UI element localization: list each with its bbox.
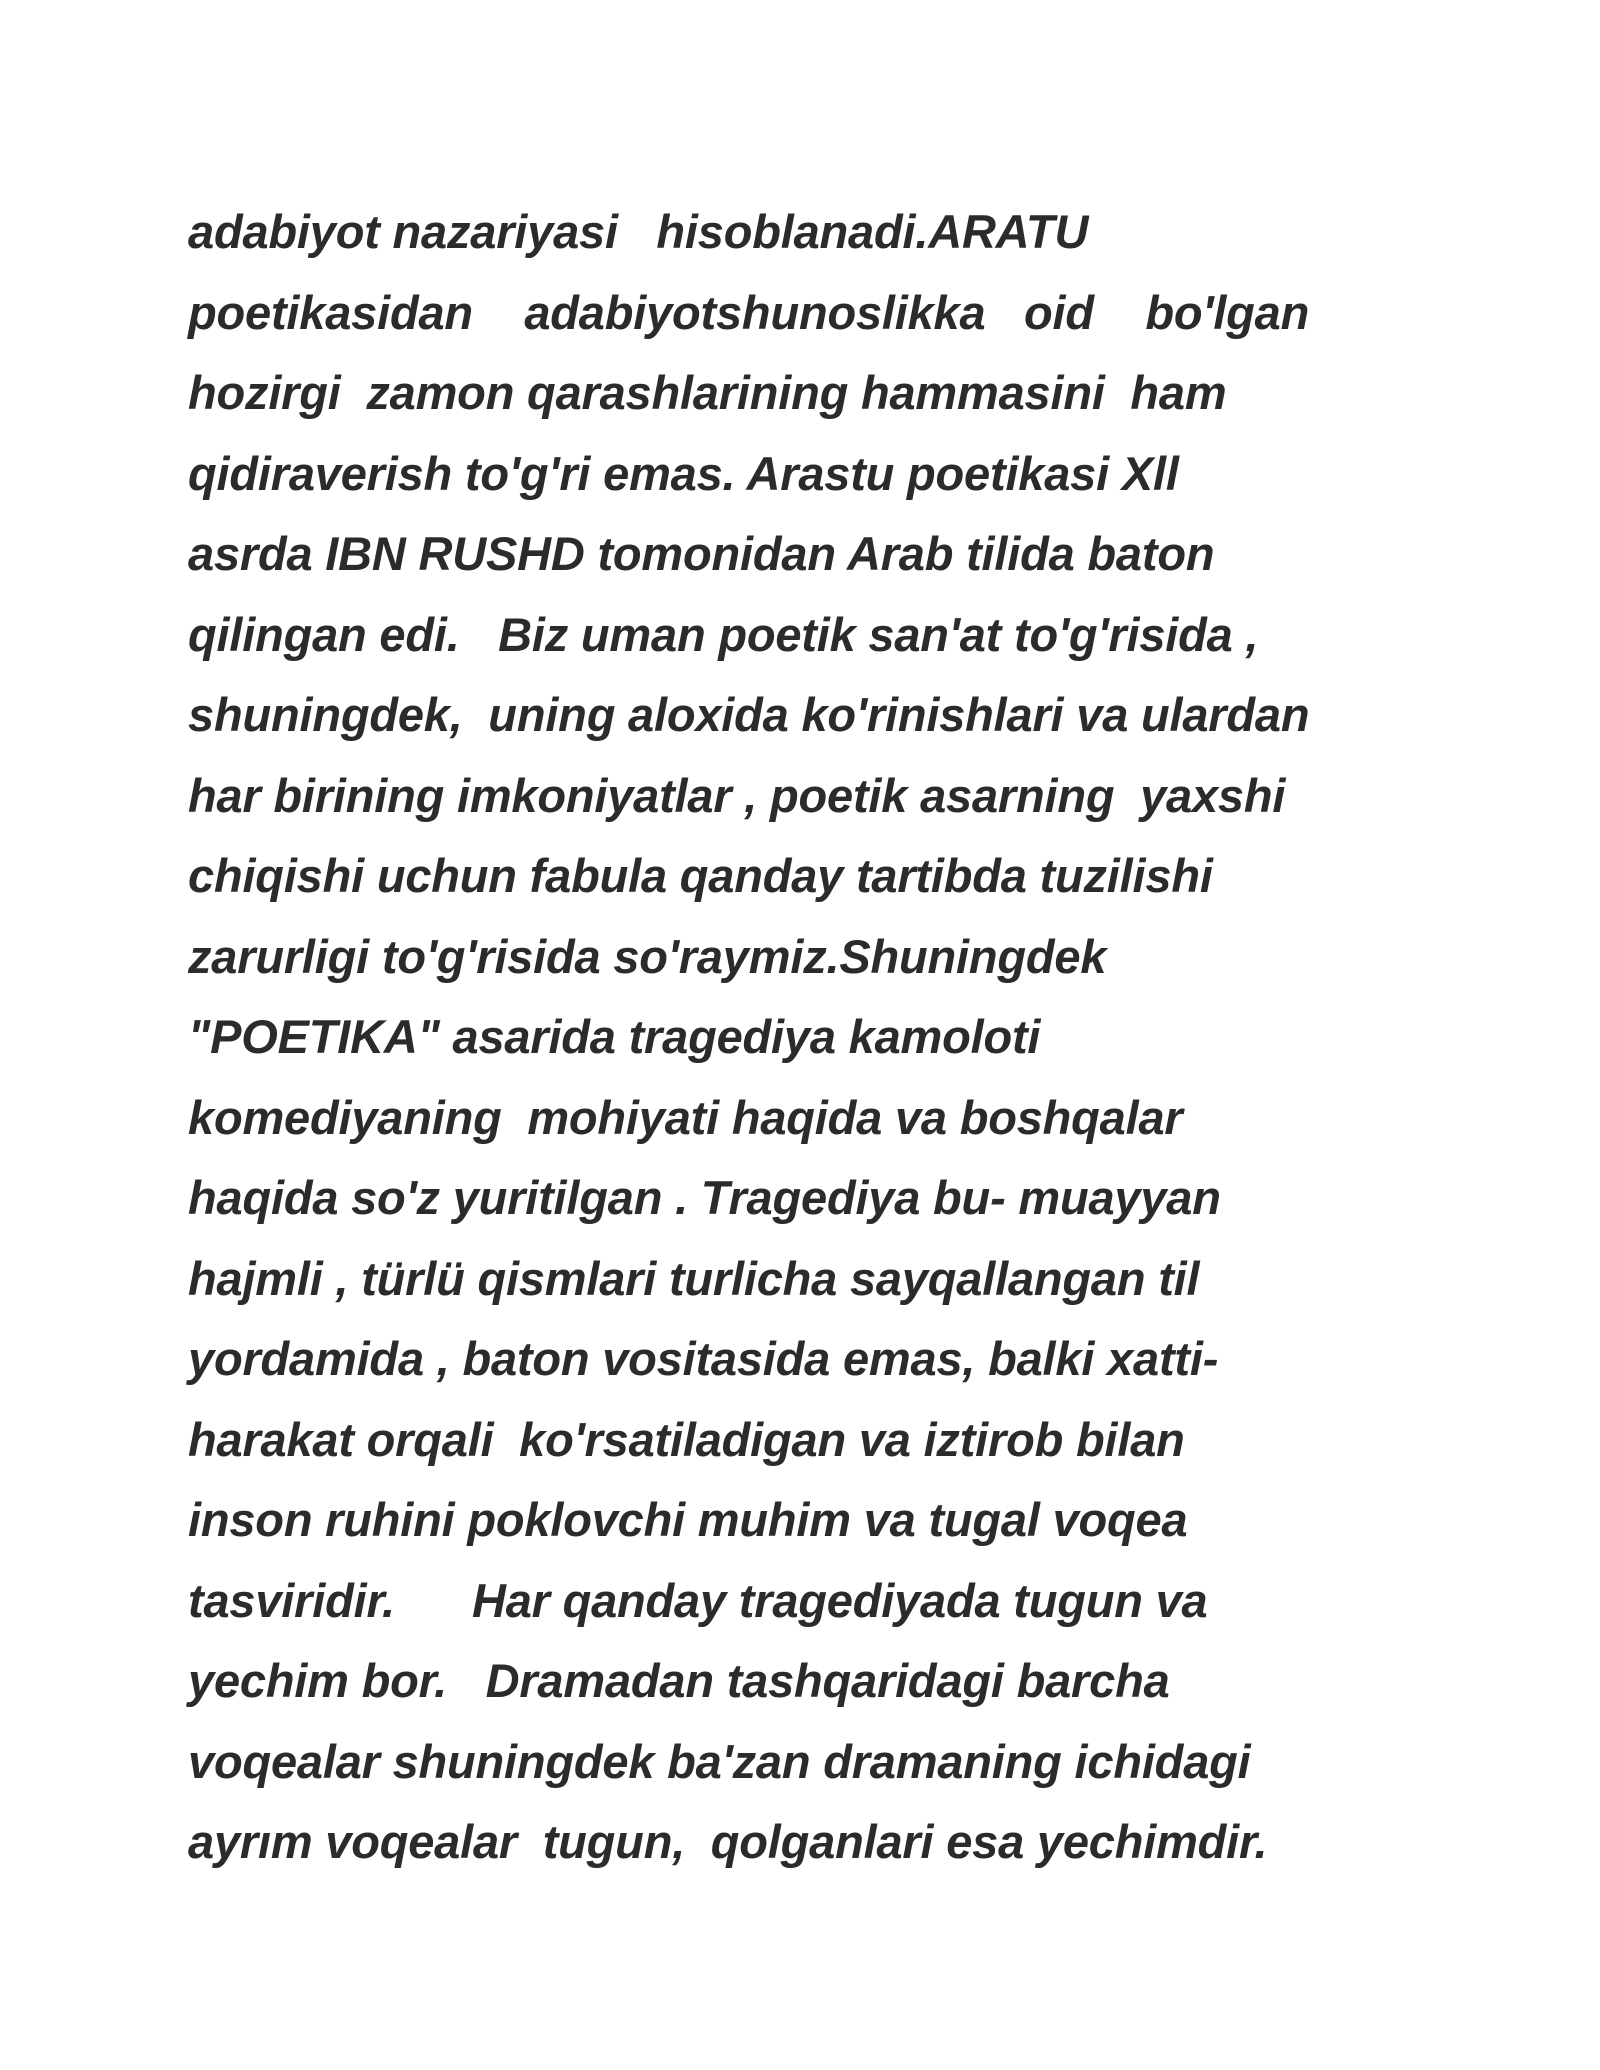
text-line: shuningdek, uning aloxida ko'rinishlari va ulardan <box>188 688 1310 741</box>
text-line: komediyaning mohiyati haqida va boshqalar <box>188 1090 1183 1144</box>
text-line: qidiraverish to'g'ri emas. Arastu poetikasi Xll <box>188 446 1179 500</box>
text-line: yechim bor. Dramadan tashqaridagi barcha <box>188 1654 1170 1707</box>
text-line: voqealar shuningdek ba'zan dramaning ichidagi <box>188 1734 1251 1788</box>
text-line: zarurligi to'g'risida so'raymiz.Shuningdek <box>188 929 1107 983</box>
text-line: qilingan edi. Biz uman poetik san'at to'g'risida , <box>188 607 1259 661</box>
text-line: haqida so'z yuritilgan . Tragediya bu- muayyan <box>188 1171 1221 1224</box>
text-line: tasviridir. Har qanday tragediyada tugun va <box>188 1573 1208 1627</box>
text-line: chiqishi uchun fabula qanday tartibda tuzilishi <box>188 849 1213 902</box>
text-line: ayrım voqealar tugun, qolganlari esa yechimdir. <box>188 1815 1268 1868</box>
text-line: poetikasidan adabiyotshunoslikka oid bo'lgan <box>188 285 1310 339</box>
text-line: hozirgi zamon qarashlarining hammasini ham <box>188 366 1227 419</box>
text-line: adabiyot nazariyasi hisoblanadi.ARATU <box>188 205 1089 258</box>
text-line: har birining imkoniyatlar , poetik asarning yaxshi <box>188 768 1286 822</box>
text-line: "POETIKA" asarida tragediya kamoloti <box>188 1010 1041 1063</box>
text-line: asrda IBN RUSHD tomonidan Arab tilida baton <box>188 527 1215 580</box>
body-text <box>188 192 1448 1883</box>
text-line: harakat orqali ko'rsatiladigan va iztirob bilan <box>188 1412 1185 1466</box>
text-line: inson ruhini poklovchi muhim va tugal voqea <box>188 1493 1188 1546</box>
text-line: yordamida , baton vositasida emas, balki xatti- <box>188 1332 1219 1385</box>
text-line: hajmli , türlü qismlari turlicha sayqallangan til <box>188 1251 1200 1305</box>
